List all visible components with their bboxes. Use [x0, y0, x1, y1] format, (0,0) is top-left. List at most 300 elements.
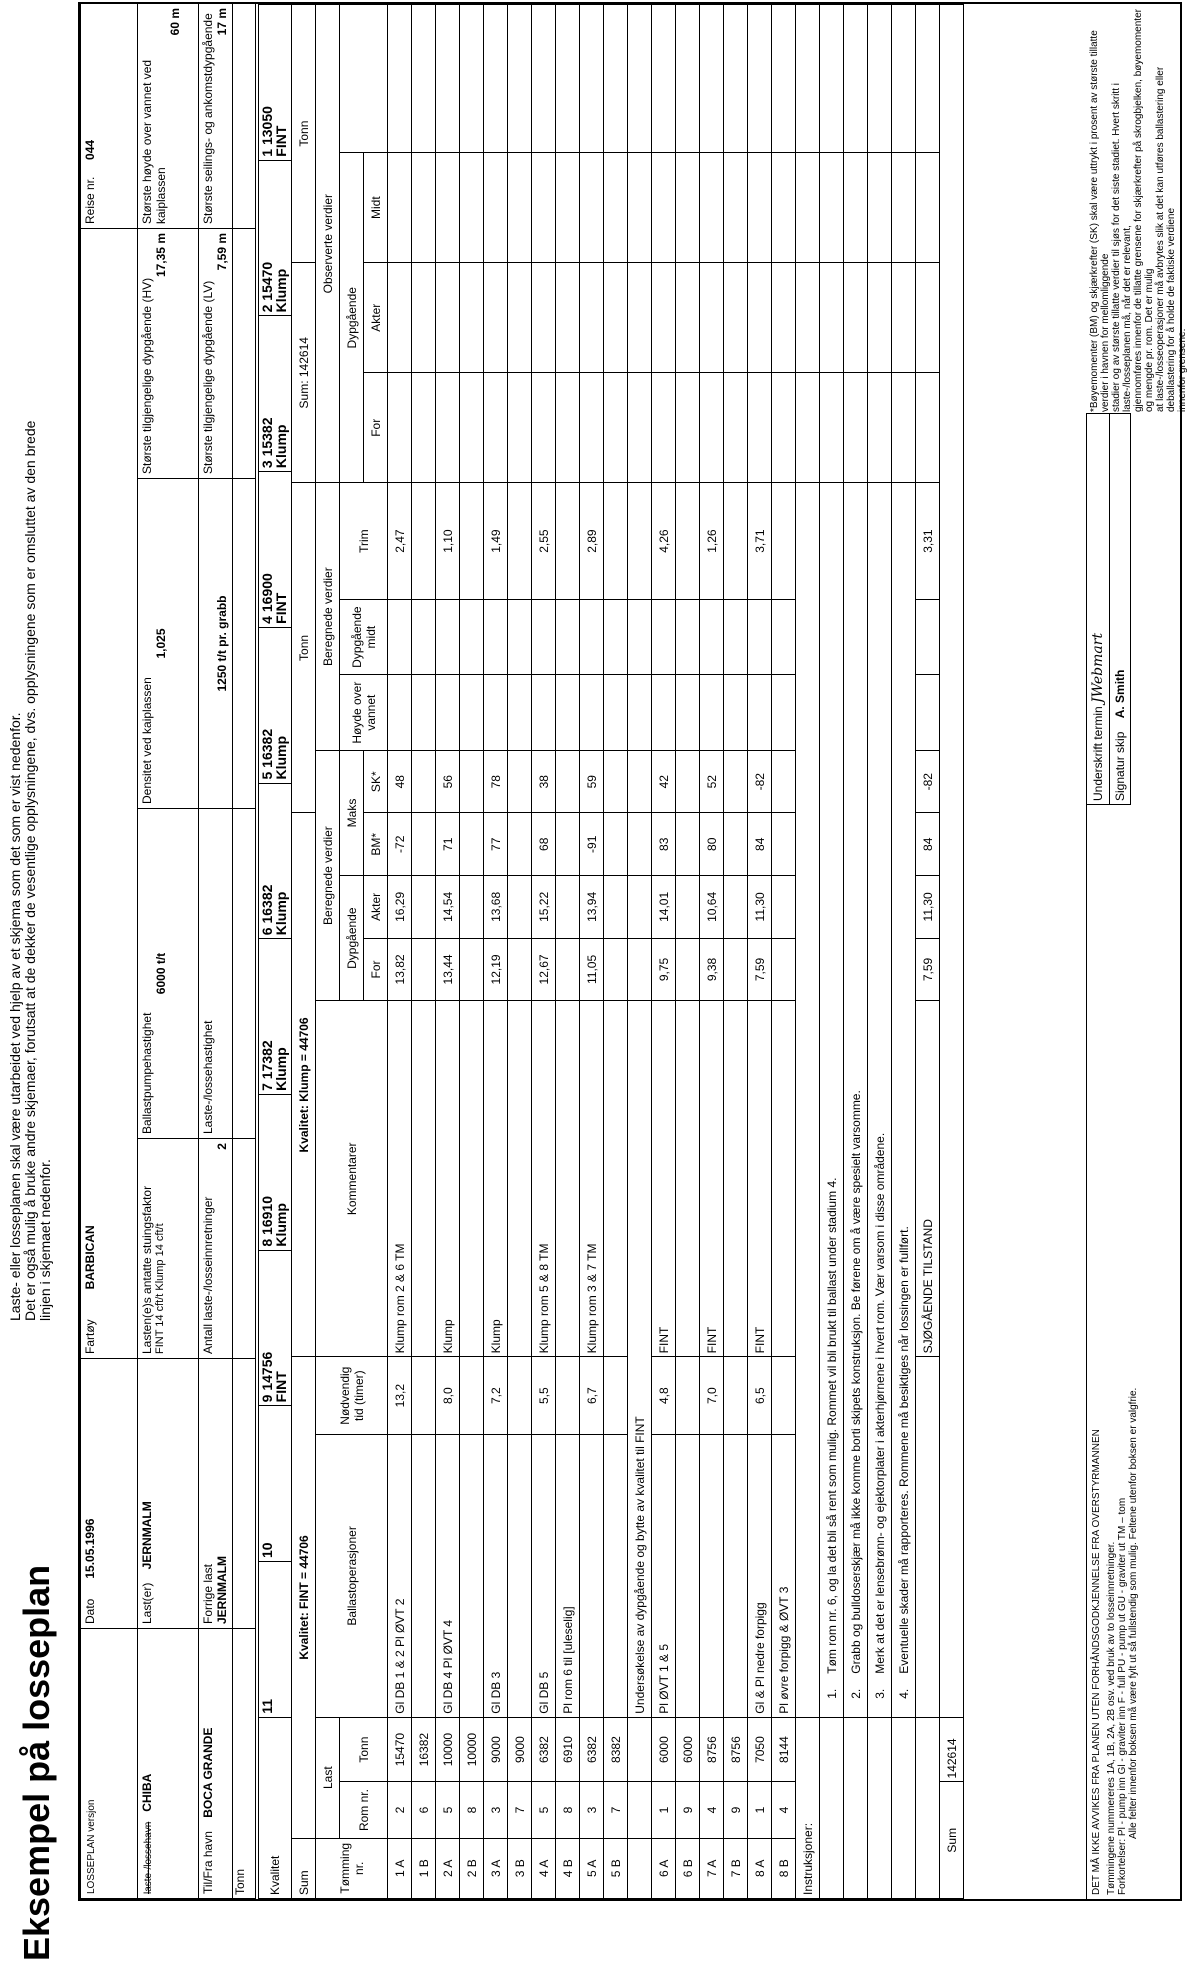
cell-b: Pl rom 6 til [uleselig] — [556, 1435, 580, 1718]
col-bm: BM* — [364, 813, 388, 876]
cell — [820, 153, 844, 263]
hold-cell — [259, 316, 291, 472]
instruction-nr: 3. — [872, 1688, 887, 1699]
cell-tr: 4,26 — [652, 483, 676, 600]
cell-sk — [676, 750, 700, 813]
cell-n: 6910 — [556, 1717, 580, 1782]
intro-line: Det er også mulig å bruke andre skjemaer, forutsatt at de dekker de vesentlige opplysningene, dvs. opplysningene som er omsluttet av den brede — [22, 420, 38, 1321]
cell-t: 5 B — [604, 1838, 628, 1898]
cell-t: 7 B — [724, 1838, 748, 1898]
cell-b: Pl ØVT 1 & 5 — [652, 1435, 676, 1718]
col-obs-empty — [340, 5, 388, 153]
table-row — [724, 5, 748, 1899]
cell-f — [772, 938, 796, 1001]
cell-f — [460, 938, 484, 1001]
hold-cell — [259, 1406, 291, 1562]
cell- — [700, 373, 724, 483]
cell-tid: 7,2 — [484, 1357, 508, 1435]
hold-kvalitet: Klump — [273, 1203, 289, 1247]
tonn-word: Tonn — [292, 483, 316, 813]
cell-bm — [460, 813, 484, 876]
cell-sk — [556, 750, 580, 813]
seiling-label: Største seilings- og ankomstdypgående — [201, 13, 215, 224]
cell- — [412, 5, 436, 153]
cell-k: Klump — [436, 1001, 460, 1357]
cell- — [724, 675, 748, 751]
col-beregnede: Beregnede verdier — [316, 750, 340, 1000]
hold-tonn: 15470 — [259, 261, 275, 301]
cell — [844, 153, 868, 263]
cell- — [388, 153, 412, 263]
cell- — [556, 373, 580, 483]
col-dypgaende: Dypgående — [340, 876, 364, 1001]
cell-b — [412, 1435, 436, 1718]
cell- — [508, 5, 532, 153]
cell-bm: -91 — [580, 813, 604, 876]
cell-f — [676, 938, 700, 1001]
table-row — [484, 5, 508, 1899]
cell-sk — [604, 750, 628, 813]
intro-line: Laste- eller losseplanen skal være utarbeidet ved hjelp av et skjema som det som er vist nedenfor. — [7, 712, 23, 1321]
cell- — [412, 599, 436, 675]
cell- — [412, 153, 436, 263]
cell-sk — [460, 750, 484, 813]
cell-n: 8756 — [724, 1717, 748, 1782]
bm-note-line: innenfor grensene. — [1177, 328, 1188, 412]
cell-sk: 56 — [436, 750, 460, 813]
cell — [916, 1717, 940, 1898]
cell- — [676, 599, 700, 675]
cell-b: Gl DB 3 — [484, 1435, 508, 1718]
cell- — [748, 373, 772, 483]
cell-k: Klump rom 5 & 8 TM — [532, 1001, 556, 1357]
cell-sk: -82 — [748, 750, 772, 813]
instruction-content: Grabb og bulldoserskjær må ikke komme borti skipets konstruksjon. Be førene om å være spesielt varsomme. — [848, 1090, 863, 1674]
hold-tonn: 17382 — [259, 1040, 275, 1080]
cell-tr — [628, 483, 652, 600]
cell- — [700, 263, 724, 373]
cell- — [460, 675, 484, 751]
cell-f: 9,38 — [700, 938, 724, 1001]
instruction-nr: 1. — [824, 1688, 839, 1699]
cell-r: 9 — [676, 1782, 700, 1838]
footnote: Tømmingene nummereres 1A, 1B, 2A, 2B osv. ved bruk av to losseinnretninger. — [1106, 1541, 1117, 1895]
cell- — [724, 373, 748, 483]
cell-f — [412, 938, 436, 1001]
forrige-value: JERNMALM — [215, 1556, 229, 1624]
cell-tid: 8,0 — [436, 1357, 460, 1435]
cell-bm — [724, 813, 748, 876]
cell-sk: 48 — [388, 750, 412, 813]
signature-box — [1086, 413, 1131, 805]
cell — [868, 5, 892, 153]
cell- — [484, 675, 508, 751]
cell- — [460, 599, 484, 675]
cell-b — [604, 1435, 628, 1718]
cell- — [436, 263, 460, 373]
cell-k — [412, 1001, 436, 1357]
cell-b — [508, 1435, 532, 1718]
cell-tr — [508, 483, 532, 600]
instructions-body — [796, 5, 964, 1899]
cell- — [652, 5, 676, 153]
hold-nr-tonn: 9 — [259, 1394, 275, 1403]
cell-n: 16382 — [412, 1717, 436, 1782]
cell-tid: 5,5 — [532, 1357, 556, 1435]
cell-bm — [412, 813, 436, 876]
instruction-text — [892, 483, 916, 1717]
footnote: DET MÅ IKKE AVVIKES FRA PLANEN UTEN FORHÅNDSGODKJENNELSE FRA OVERSTYRMANNEN — [1091, 1429, 1102, 1895]
cell- — [388, 599, 412, 675]
cell- — [508, 263, 532, 373]
cell- — [604, 599, 628, 675]
document-title: Eksempel på losseplan — [16, 1564, 57, 1961]
cell- — [532, 675, 556, 751]
cell- — [652, 675, 676, 751]
hold-kvalitet: FINT — [273, 592, 289, 624]
hold-nr-tonn: 8 — [259, 1238, 275, 1247]
cell: 7,59 — [916, 938, 940, 1001]
cell- — [508, 599, 532, 675]
cell- — [436, 5, 460, 153]
hold-nr-tonn: 2 — [259, 304, 275, 313]
hold-tonn: 13050 — [259, 106, 275, 146]
cell- — [532, 153, 556, 263]
cell- — [388, 263, 412, 373]
cell-r: 4 — [700, 1782, 724, 1838]
cell- — [604, 675, 628, 751]
cell — [916, 263, 940, 373]
havn-label: laste-/lossehavn — [143, 1821, 154, 1894]
cell: 3,31 — [916, 483, 940, 600]
cell-r: 4 — [772, 1782, 796, 1838]
sum-label: Sum — [292, 1838, 316, 1898]
cell-b: Gl DB 1 & 2 Pl ØVT 2 — [388, 1435, 412, 1718]
cell-tr — [772, 483, 796, 600]
hold-kvalitet: FINT — [273, 125, 289, 157]
instruction-label — [844, 1717, 868, 1898]
cell- — [460, 153, 484, 263]
cell- — [556, 5, 580, 153]
sum-fint: Kvalitet: FINT = 44706 — [292, 1357, 316, 1838]
havn-value: CHIBA — [140, 1773, 154, 1812]
bm-note-line: at laste-/losseoperasjoner må avbrytes slik at det kan utføres ballastering eller deballastering for å holde de faktiske verdiene — [1155, 66, 1177, 412]
cell-tr — [556, 483, 580, 600]
cell- — [460, 5, 484, 153]
cell-n: 15470 — [388, 1717, 412, 1782]
cell-bm: 77 — [484, 813, 508, 876]
col-trim: Trim — [340, 483, 388, 600]
cell-bm — [676, 813, 700, 876]
footnote: Alle felter innenfor boksen må være fylt ut så fullstendig som mulig. Feltene utenfor boksen er valgfrie. — [1128, 1387, 1139, 1839]
cell-a: 14,54 — [436, 876, 460, 939]
cell- — [748, 599, 772, 675]
table-body — [388, 5, 796, 1899]
cell- — [532, 599, 556, 675]
hold-nr-tonn: 11 — [259, 1698, 275, 1714]
cell-sk — [508, 750, 532, 813]
antall-value: 2 — [215, 1143, 229, 1150]
cell- — [484, 5, 508, 153]
cell-r: 9 — [724, 1782, 748, 1838]
cell-a — [772, 876, 796, 939]
cell-k — [508, 1001, 532, 1357]
lv-value: 7,59 m — [215, 233, 229, 271]
hold-cell — [259, 161, 291, 317]
cell-n: 8382 — [604, 1717, 628, 1782]
frahavn-label: Til/Fra havn — [201, 1831, 215, 1894]
kvalitet-label: Kvalitet — [259, 1717, 292, 1898]
cell-r: 3 — [484, 1782, 508, 1838]
cell-k: FINT — [652, 1001, 676, 1357]
cell-f: 9,75 — [652, 938, 676, 1001]
fartoy-label: Fartøy — [83, 1319, 97, 1354]
fartoy-value: BARBICAN — [83, 1225, 97, 1290]
cell- — [748, 5, 772, 153]
instruction-text — [820, 483, 844, 1717]
instruction-text — [868, 483, 892, 1717]
cell-tid: 13,2 — [388, 1357, 412, 1435]
cell-tid — [412, 1357, 436, 1435]
dato-label: Dato — [83, 1598, 97, 1624]
ballast-value: 6000 t/t — [154, 952, 168, 995]
cell-n: 6382 — [532, 1717, 556, 1782]
bm-note-line: stadier og av største tillatte verdier til sjøs for det siste stadiet. Hvert skritt i laste-/losseplanen må, når det er relevant, — [1111, 83, 1133, 412]
cell-tr: 2,89 — [580, 483, 604, 600]
reise-label: Reise nr. — [83, 176, 97, 224]
table-row — [412, 5, 436, 1899]
cell-r: 7 — [508, 1782, 532, 1838]
col-hoyde: Høyde over vannet — [340, 675, 388, 751]
instruction-row — [820, 5, 844, 1899]
col-obs-akter: Akter — [364, 263, 388, 373]
instruction-row — [796, 5, 820, 1899]
cell-r: 6 — [412, 1782, 436, 1838]
sum-klump: Kvalitet: Klump = 44706 — [292, 813, 316, 1357]
cell- — [748, 675, 772, 751]
cell — [868, 153, 892, 263]
cell-bm: 71 — [436, 813, 460, 876]
cell-b: Gl & Pl nedre forpigg — [748, 1435, 772, 1718]
cell- — [532, 263, 556, 373]
hold-cell — [259, 5, 291, 161]
hold-row — [232, 4, 259, 1899]
cell- — [628, 263, 652, 373]
cell-r: 7 — [604, 1782, 628, 1838]
cell-tid — [556, 1357, 580, 1435]
ballast-label: Ballastpumpehastighet — [140, 1012, 154, 1134]
cell-a: 10,64 — [700, 876, 724, 939]
versjon-label: LOSSEPLAN versjon — [86, 1799, 97, 1894]
cell- — [484, 599, 508, 675]
cell-b — [676, 1435, 700, 1718]
table-row — [628, 5, 652, 1899]
cell-f — [556, 938, 580, 1001]
cell- — [628, 938, 652, 1001]
cell: 84 — [916, 813, 940, 876]
footnote-area — [1086, 805, 1173, 1899]
cell: 11,30 — [916, 876, 940, 939]
cell- — [700, 675, 724, 751]
cell — [916, 1357, 940, 1717]
cell-tid — [676, 1357, 700, 1435]
cell-t: 4 A — [532, 1838, 556, 1898]
cell-tr: 1,10 — [436, 483, 460, 600]
cell-f — [508, 938, 532, 1001]
cell-t: 6 B — [676, 1838, 700, 1898]
cell-a: 16,29 — [388, 876, 412, 939]
cell-bm — [772, 813, 796, 876]
cell-bm: 80 — [700, 813, 724, 876]
cell- — [628, 750, 652, 813]
cell-t: 4 B — [556, 1838, 580, 1898]
cell- — [628, 675, 652, 751]
cell — [796, 5, 820, 153]
sum-row — [940, 5, 964, 1899]
cell- — [676, 373, 700, 483]
cell- — [604, 5, 628, 153]
cell-a — [556, 876, 580, 939]
col-tid: Nødvendig tid (timer) — [316, 1357, 388, 1435]
hold-strip — [259, 5, 292, 1718]
cell-r: 3 — [580, 1782, 604, 1838]
cell- — [388, 675, 412, 751]
cell- — [580, 263, 604, 373]
cell-r: 8 — [556, 1782, 580, 1838]
cell — [844, 5, 868, 153]
cell- — [652, 153, 676, 263]
densitet-value: 1,025 — [154, 628, 168, 659]
cell-r: 1 — [652, 1782, 676, 1838]
col-dypmidt: Dypgående midt — [340, 599, 388, 675]
table-row — [604, 5, 628, 1899]
instruction-row — [892, 5, 916, 1899]
cell-t: 2 A — [436, 1838, 460, 1898]
instruction-text — [796, 483, 820, 1717]
hold-tonn: 16910 — [259, 1196, 275, 1235]
cell-n: 10000 — [460, 1717, 484, 1782]
table-row — [580, 5, 604, 1899]
cell-n: 7050 — [748, 1717, 772, 1782]
col-sk: SK* — [364, 750, 388, 813]
col-akter: Akter — [364, 876, 388, 939]
hold-nr-tonn: 1 — [259, 148, 275, 157]
cell-k: Klump rom 3 & 7 TM — [580, 1001, 604, 1357]
instruction-label: Instruksjoner: — [796, 1717, 820, 1898]
col-for: For — [364, 938, 388, 1001]
table-row — [772, 5, 796, 1899]
antall-label: Antall laste-/losseinnretninger — [201, 1196, 215, 1354]
cell-tid: 4,8 — [652, 1357, 676, 1435]
hold-tonn: 16382 — [259, 884, 275, 924]
cell-a — [412, 876, 436, 939]
skip-value: A. Smith — [1113, 669, 1127, 719]
cell — [868, 373, 892, 483]
tonn-label: Tonn — [233, 1868, 247, 1895]
table-row — [508, 5, 532, 1899]
cell- — [772, 263, 796, 373]
cell-b: Undersøkelse av dypgående og bytte av kvalitet til FINT — [628, 1001, 652, 1718]
hold-kvalitet: Klump — [273, 424, 289, 469]
cell- — [676, 153, 700, 263]
hold-cell — [259, 472, 291, 628]
cell-tr: 1,26 — [700, 483, 724, 600]
cell-n: 9000 — [508, 1717, 532, 1782]
cell- — [604, 373, 628, 483]
cell- — [388, 5, 412, 153]
sjogaende-row — [916, 5, 940, 1899]
cell- — [772, 153, 796, 263]
cell-r: 5 — [436, 1782, 460, 1838]
cell-b — [700, 1435, 724, 1718]
cell- — [460, 263, 484, 373]
instruction-content: Merk at det er lensebrønn- og ejektorplater i akterhjørnene i hvert rom. Vær varsom i disse områdene. — [872, 1132, 887, 1674]
cell — [844, 373, 868, 483]
cell-a — [724, 876, 748, 939]
cell — [916, 5, 940, 153]
hold-kvalitet: Klump — [273, 268, 289, 313]
cell-r: 5 — [532, 1782, 556, 1838]
cell-bm: -72 — [388, 813, 412, 876]
hold-cell — [259, 784, 291, 940]
cell-a — [508, 876, 532, 939]
cell — [892, 153, 916, 263]
cell- — [604, 263, 628, 373]
hv-label: Største tilgjengelige dypgående (HV) — [140, 277, 154, 474]
cell-tr — [460, 483, 484, 600]
cell — [820, 373, 844, 483]
table-row — [532, 5, 556, 1899]
cell-b: Pl øvre forpigg & ØVT 3 — [772, 1435, 796, 1718]
cell-n: 6382 — [580, 1717, 604, 1782]
cell-k — [676, 1001, 700, 1357]
instruction-nr: 2. — [848, 1688, 863, 1699]
cell — [820, 5, 844, 153]
cell- — [700, 599, 724, 675]
cell- — [724, 153, 748, 263]
cell-k: FINT — [700, 1001, 724, 1357]
cell- — [628, 813, 652, 876]
cell- — [628, 153, 652, 263]
cell- — [604, 153, 628, 263]
cell- — [436, 599, 460, 675]
cell- — [556, 675, 580, 751]
cell- — [436, 675, 460, 751]
discharge-table — [258, 4, 964, 1899]
hold-nr-tonn: 7 — [259, 1083, 275, 1091]
hv-value: 17,35 m — [154, 233, 168, 278]
frahavn-value: BOCA GRANDE — [201, 1727, 215, 1818]
table-row — [460, 5, 484, 1899]
cell- — [724, 599, 748, 675]
hold-nr-tonn: 3 — [259, 460, 275, 469]
cell- — [484, 153, 508, 263]
cell-n: 8756 — [700, 1717, 724, 1782]
cell-t: 3 A — [484, 1838, 508, 1898]
plan-form — [78, 2, 1188, 1901]
cell- — [508, 373, 532, 483]
hold-tonn: 16382 — [259, 728, 275, 768]
cell-t: 3 B — [508, 1838, 532, 1898]
cell- — [532, 5, 556, 153]
reise-value: 044 — [83, 139, 97, 160]
stuing-value: FINT 14 cft/t Klump 14 cft/t — [154, 1223, 166, 1354]
table-row — [388, 5, 412, 1899]
seiling-value: 17 m — [215, 8, 229, 36]
termin-label: Underskrift termin — [1091, 706, 1105, 801]
hold-kvalitet: Klump — [273, 1047, 289, 1091]
cell-tid — [604, 1357, 628, 1435]
